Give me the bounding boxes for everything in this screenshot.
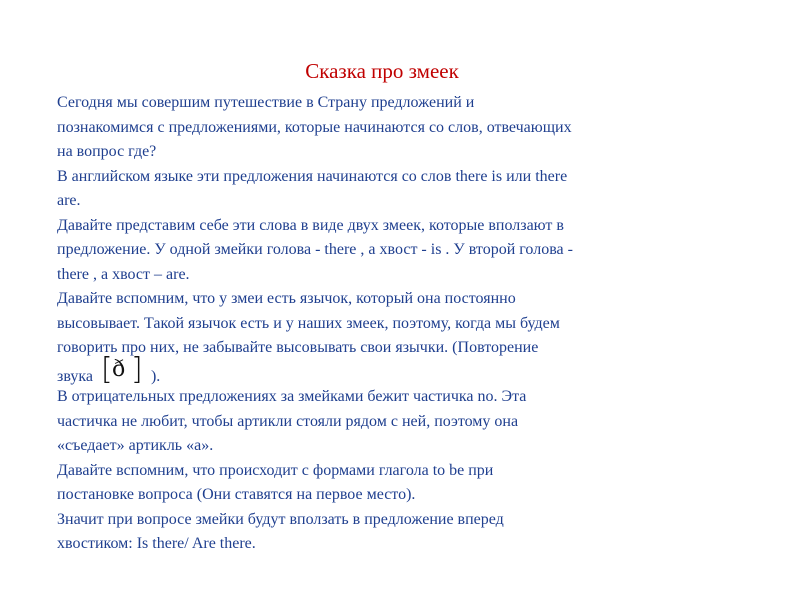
- sound-close: ).: [150, 367, 161, 385]
- text-line: на вопрос где?: [57, 143, 157, 160]
- right-bracket: ]: [130, 351, 143, 387]
- text-line: высовывает. Такой язычок есть и у наших змеек, поэтому, когда мы будем: [57, 314, 560, 332]
- text-line: Давайте вспомним, что у змеи есть язычок, который она постоянно: [57, 290, 516, 307]
- text-line: постановке вопроса (Они ставятся на первое место).: [57, 486, 416, 503]
- phonetic-symbol: [100, 351, 147, 387]
- left-bracket: [: [100, 351, 113, 387]
- text-line: are.: [57, 192, 81, 209]
- text-line: познакомимся с предложениями, которые начинаются со слов, отвечающих: [57, 118, 572, 136]
- text-line: Значит при вопросе змейки будут вползать в предложение вперед: [57, 510, 504, 528]
- sound-line: [57, 351, 737, 387]
- text-line: хвостиком: Is there/ Are there.: [57, 535, 256, 552]
- text-line: there , а хвост – are.: [57, 265, 190, 283]
- text-line: предложение. У одной змейки голова - there , а хвост - is . У второй голова -: [57, 241, 573, 258]
- eth-glyph: ð: [111, 356, 126, 382]
- text-line: говорить про них, не забывайте высовывать свои язычки. (Повторение: [57, 339, 539, 356]
- text-line: частичка не любит, чтобы артикли стояли рядом с ней, поэтому она: [57, 412, 519, 430]
- text-line: Давайте вспомним, что происходит с формами глагола to be при: [57, 461, 494, 479]
- text-line: Сегодня мы совершим путешествие в Страну предложений и: [57, 94, 475, 111]
- text-line: В отрицательных предложениях за змейками бежит частичка no. Эта: [57, 388, 527, 405]
- sound-label: звука: [57, 367, 93, 385]
- text-line: В английском языке эти предложения начинаются со слов there is или there: [57, 167, 568, 185]
- text-line: Давайте представим себе эти слова в виде двух змеек, которые вползают в: [57, 216, 564, 234]
- slide-body: [57, 91, 737, 557]
- slide-title: Сказка про змеек: [305, 59, 459, 83]
- text-line: «съедает» артикль «a».: [57, 437, 214, 454]
